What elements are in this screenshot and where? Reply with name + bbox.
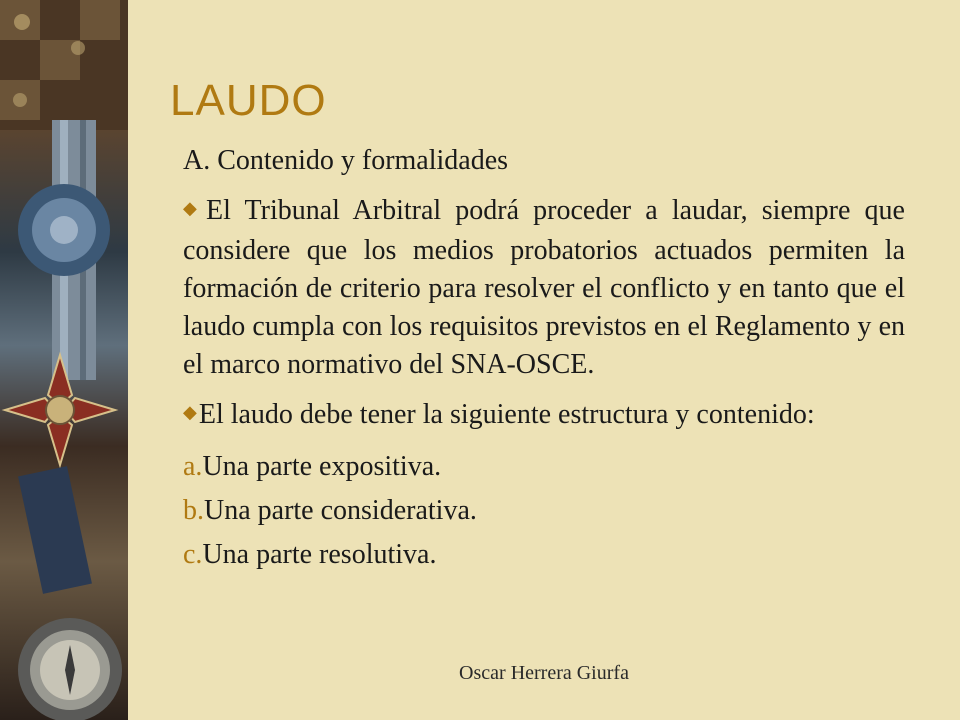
bullet-item — [183, 192, 905, 384]
enum-letter: b. — [183, 495, 204, 526]
bullet-text: El laudo debe tener la siguiente estructura y contenido: — [198, 399, 815, 430]
enum-text: Una parte expositiva. — [202, 451, 442, 482]
diamond-bullet-icon: ◆ — [183, 198, 204, 218]
slide-footer: Oscar Herrera Giurfa — [459, 662, 629, 684]
slide-title: LAUDO — [170, 76, 327, 125]
decorative-sidebar-image — [0, 0, 128, 720]
slide-body — [183, 142, 905, 580]
enum-item — [183, 492, 905, 530]
bullet-text: El Tribunal Arbitral podrá proceder a laudar, siempre que considere que los medios probatorios actuados permiten la formación de criterio para resolver el conflicto y en tanto que el laudo cumpla con los requisitos previstos en el Reglamento y en el marco normativo del SNA-OSCE. — [183, 195, 905, 380]
diamond-bullet-icon: ◆ — [183, 402, 197, 422]
enum-item — [183, 448, 905, 486]
enum-text: Una parte resolutiva. — [202, 539, 437, 570]
bullet-item — [183, 396, 905, 436]
medal-illustration — [0, 0, 128, 720]
slide-canvas — [128, 0, 960, 720]
enum-text: Una parte considerativa. — [204, 495, 477, 526]
section-heading: A. Contenido y formalidades — [183, 145, 509, 176]
enum-item — [183, 536, 905, 574]
enum-letter: c. — [183, 539, 203, 570]
enum-letter: a. — [183, 451, 203, 482]
